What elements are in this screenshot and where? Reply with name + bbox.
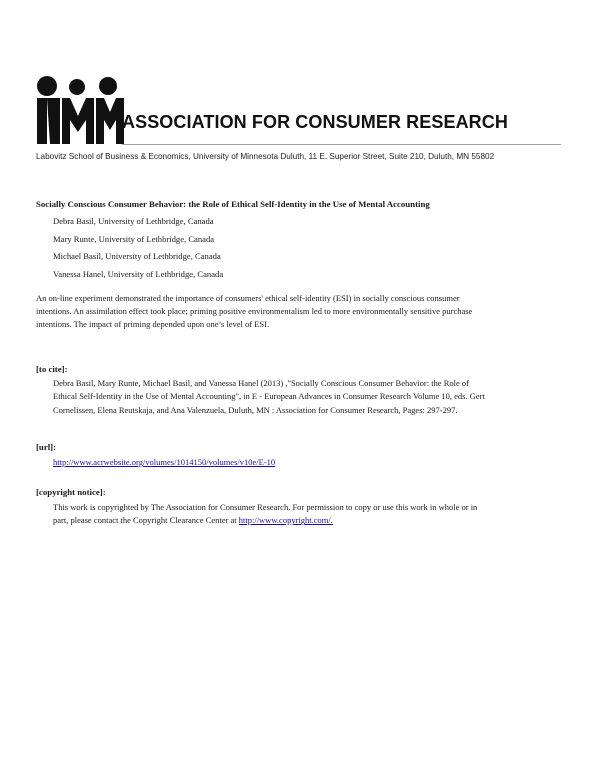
author-item: Mary Runte, University of Lethbridge, Canada bbox=[53, 233, 215, 244]
citation-line: Ethical Self-Identity in the Use of Mental Accounting", in E - European Advances in Consumer Research Volume 10, eds. Gert bbox=[53, 391, 485, 402]
header-divider bbox=[122, 144, 561, 145]
copyright-label: [copyright notice]: bbox=[36, 487, 106, 497]
article-url-link[interactable]: http://www.acrwebsite.org/volumes/1014150/volumes/v10e/E-10 bbox=[53, 457, 276, 467]
organization-name: ASSOCIATION FOR CONSUMER RESEARCH bbox=[122, 112, 508, 132]
acr-logo bbox=[34, 76, 124, 144]
abstract-line: An on-line experiment demonstrated the importance of consumers' ethical self-identity (ESI) in socially conscious consumer bbox=[36, 293, 460, 303]
cite-label: [to cite]: bbox=[36, 364, 68, 374]
abstract-line: intentions. The impact of priming depended upon one’s level of ESI. bbox=[36, 319, 270, 329]
organization-address: Labovitz School of Business & Economics, University of Minnesota Duluth, 11 E. Superior Street, Suite 210, Duluth, MN 55802 bbox=[36, 152, 495, 161]
citation-line: Debra Basil, Mary Runte, Michael Basil, and Vanessa Hanel (2013) ,"Socially Conscious Consumer Behavior: the Role of bbox=[53, 378, 469, 388]
author-item: Vanessa Hanel, University of Lethbridge, Canada bbox=[53, 268, 224, 279]
copyright-line bbox=[53, 514, 563, 527]
copyright-line-text: part, please contact the Copyright Clearance Center at bbox=[53, 515, 239, 526]
citation-text bbox=[53, 377, 563, 417]
abstract-line: intentions. An assimilation effect took place; priming positive environmentalism led to more environmentally sensitive purchase bbox=[36, 306, 473, 316]
copyright-line: This work is copyrighted by The Association for Consumer Research. For permission to copy or use this work in whole or in bbox=[53, 502, 478, 512]
abstract bbox=[36, 292, 566, 331]
copyright-clearance-link[interactable]: http://www.copyright.com/. bbox=[238, 515, 333, 526]
author-list bbox=[53, 213, 223, 283]
author-item: Michael Basil, University of Lethbridge, Canada bbox=[53, 251, 221, 261]
author-item: Debra Basil, University of Lethbridge, Canada bbox=[53, 216, 214, 226]
url-block bbox=[53, 456, 563, 469]
url-label: [url]: bbox=[36, 442, 57, 452]
copyright-notice bbox=[53, 501, 563, 528]
article-title: Socially Conscious Consumer Behavior: the Role of Ethical Self-Identity in the Use of Mental Accounting bbox=[36, 199, 430, 209]
citation-line: Cornelissen, Elena Reutskaja, and Ana Valenzuela, Duluth, MN : Association for Consumer Research, Pages: 297-297. bbox=[53, 404, 458, 415]
